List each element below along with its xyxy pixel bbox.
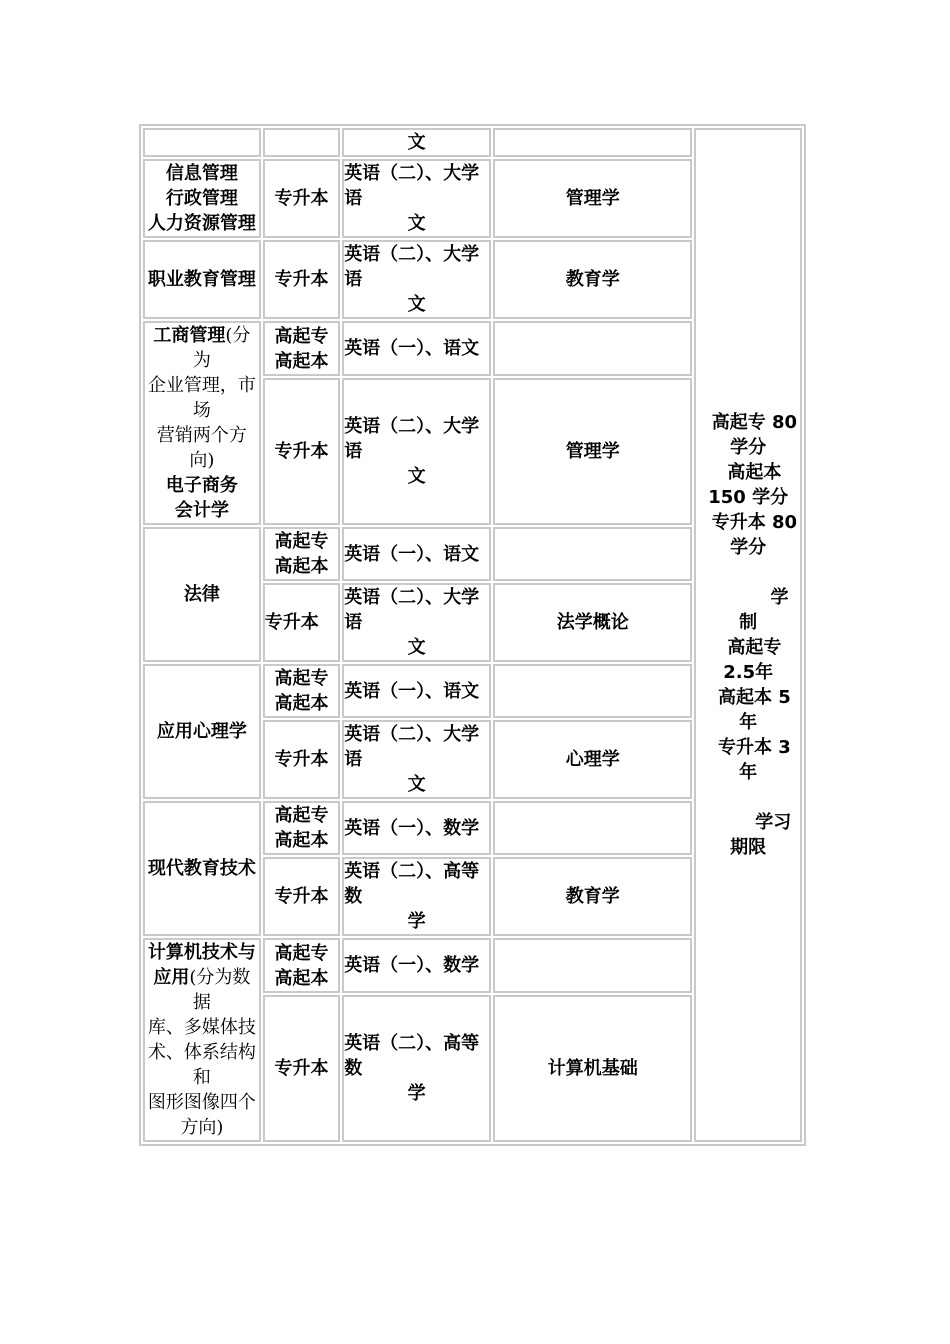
- cell-text-line: 专升本: [274, 886, 329, 907]
- study-period-line: 学: [707, 587, 789, 608]
- cell-text-line: 文: [407, 132, 426, 153]
- major-cell: [143, 938, 261, 1142]
- cell-text-line: 英语（二）、高等数: [344, 861, 480, 907]
- prerequisite-cell: 管理学: [493, 159, 692, 238]
- cell-text-line: 企业管理，市: [147, 375, 256, 396]
- cell-text-line: 法律: [183, 584, 220, 605]
- cell-text-line: 高起专: [274, 325, 329, 347]
- study-period-line: 学分: [730, 537, 767, 558]
- cell-text-line: 英语（二）、大学语: [344, 587, 480, 633]
- cell-text-line: 专升本: [274, 269, 329, 290]
- cell-text-line: 高起本: [274, 967, 329, 989]
- level-cell: [263, 583, 340, 662]
- cell-text-line: 电子商务: [165, 475, 238, 496]
- cell-text-line: 会计学: [174, 500, 229, 521]
- cell-text-line: 高起本: [274, 693, 329, 714]
- study-period-line: [696, 785, 800, 810]
- cell-text-line: 应用心理学: [156, 721, 247, 742]
- level-cell: [263, 720, 340, 799]
- cell-text-line: 英语（一）、语文: [344, 543, 480, 565]
- exam-subjects-cell: [342, 321, 491, 376]
- level-cell: [263, 240, 340, 319]
- prerequisite-cell: 教育学: [493, 857, 692, 936]
- prerequisite-cell: 管理学: [493, 378, 692, 525]
- level-cell: [263, 527, 340, 581]
- study-period-line: 高起本: [714, 462, 782, 483]
- level-cell: [263, 857, 340, 936]
- cell-text-line: 学: [407, 1083, 426, 1105]
- major-cell: [143, 159, 261, 238]
- study-period-line: 专升本 3: [705, 737, 791, 758]
- major-cell: [143, 527, 261, 662]
- exam-subjects-cell: [342, 801, 491, 855]
- cell-text-line: 场: [192, 400, 211, 421]
- cell-text-line: 应用(分为数: [153, 967, 251, 988]
- cell-text-line: 英语（二）、大学语: [344, 416, 480, 463]
- prerequisite-cell: 教育学: [493, 240, 692, 319]
- level-cell: [263, 664, 340, 718]
- cell-text-line: 高起本: [274, 350, 329, 372]
- study-period-line: 高起专 80: [699, 412, 798, 433]
- cell-text-line: 计算机技术与: [147, 942, 256, 963]
- major-cell: [143, 321, 261, 525]
- study-period-line: 学分: [730, 437, 767, 458]
- cell-text-line: 专升本: [274, 441, 329, 463]
- cell-text-line: 据: [192, 992, 211, 1013]
- study-period-line: 期限: [730, 837, 767, 858]
- program-table: [139, 124, 806, 1146]
- exam-subjects-cell: [342, 995, 491, 1142]
- cell-text-line: 英语（二）、大学语: [344, 724, 480, 770]
- cell-text-line: 学: [407, 911, 426, 932]
- cell-text-line: 英语（二）、高等数: [344, 1033, 480, 1080]
- level-cell: [263, 378, 340, 525]
- exam-subjects-cell: [342, 720, 491, 799]
- exam-subjects-cell: [342, 857, 491, 936]
- prerequisite-cell: 法学概论: [493, 583, 692, 662]
- major-cell: [143, 664, 261, 799]
- cell-text-line: 英语（一）、语文: [344, 338, 480, 360]
- cell-text-line: 高起专: [274, 531, 329, 552]
- cell-text-line: 文: [407, 774, 426, 795]
- cell-text-line: 库、多媒体技: [147, 1017, 256, 1038]
- table-row: [143, 128, 802, 157]
- exam-subjects-cell: [342, 378, 491, 525]
- cell-text-line: 文: [407, 466, 426, 488]
- prerequisite-cell: [493, 128, 692, 157]
- cell-text-line: 职业教育管理: [147, 269, 256, 290]
- cell-text-line: 文: [407, 294, 426, 315]
- major-cell: [143, 128, 261, 157]
- study-period-line: 专升本 80: [699, 512, 798, 533]
- cell-text-line: 文: [407, 213, 426, 234]
- cell-text-line: 为: [192, 350, 211, 371]
- exam-subjects-cell: [342, 159, 491, 238]
- prerequisite-cell: [493, 664, 692, 718]
- cell-text-line: 现代教育技术: [147, 858, 256, 879]
- exam-subjects-cell: [342, 128, 491, 157]
- cell-text-line: 高起本: [274, 556, 329, 577]
- cell-text-line: 英语（二）、大学语: [344, 244, 480, 290]
- exam-subjects-cell: [342, 583, 491, 662]
- study-period-cell: [694, 128, 802, 1142]
- prerequisite-cell: 心理学: [493, 720, 692, 799]
- cell-text-line: 专升本: [274, 188, 329, 209]
- cell-text-line: 高起专: [274, 942, 329, 964]
- cell-text-line: 向): [189, 450, 215, 471]
- cell-text-line: 专升本: [264, 612, 319, 633]
- prerequisite-cell: 计算机基础: [493, 995, 692, 1142]
- cell-text-line: 文: [407, 637, 426, 658]
- major-cell: [143, 801, 261, 936]
- prerequisite-cell: [493, 527, 692, 581]
- major-cell: [143, 240, 261, 319]
- exam-subjects-cell: [342, 938, 491, 993]
- cell-text-line: 高起本: [274, 830, 329, 851]
- level-cell: [263, 801, 340, 855]
- cell-text-line: 人力资源管理: [147, 213, 256, 234]
- cell-text-line: 营销两个方: [156, 425, 247, 446]
- level-cell: [263, 159, 340, 238]
- study-period-line: 2.5年: [723, 662, 774, 683]
- exam-subjects-cell: [342, 527, 491, 581]
- level-cell: [263, 995, 340, 1142]
- study-period-line: 年: [739, 712, 758, 733]
- cell-text-line: 英语（一）、数学: [344, 955, 480, 977]
- prerequisite-cell: [493, 801, 692, 855]
- cell-text-line: 和: [192, 1067, 211, 1088]
- study-period-line: 年: [739, 762, 758, 783]
- level-cell: [263, 938, 340, 993]
- exam-subjects-cell: [342, 664, 491, 718]
- cell-text-line: 专升本: [274, 1058, 329, 1080]
- cell-text-line: 工商管理(分: [153, 325, 251, 346]
- prerequisite-cell: [493, 321, 692, 376]
- cell-text-line: 行政管理: [165, 188, 238, 209]
- cell-text-line: 高起专: [274, 805, 329, 826]
- cell-text-line: 术、体系结构: [147, 1042, 256, 1063]
- cell-text-line: 信息管理: [165, 163, 238, 184]
- cell-text-line: 英语（一）、数学: [344, 817, 480, 839]
- level-cell: [263, 128, 340, 157]
- study-period-line: 制: [739, 612, 758, 633]
- exam-subjects-cell: [342, 240, 491, 319]
- study-period-line: 高起本 5: [705, 687, 791, 708]
- cell-text-line: 专升本: [274, 749, 329, 770]
- cell-text-line: 英语（一）、语文: [344, 680, 480, 702]
- study-period-line: 150 学分: [708, 487, 789, 508]
- level-cell: [263, 321, 340, 376]
- prerequisite-cell: [493, 938, 692, 993]
- cell-text-line: 方向): [180, 1117, 224, 1138]
- cell-text-line: 高起专: [274, 668, 329, 689]
- study-period-line: 学习: [705, 812, 792, 833]
- study-period-line: 高起专: [714, 637, 782, 658]
- cell-text-line: 英语（二）、大学语: [344, 163, 480, 209]
- study-period-line: [696, 560, 800, 585]
- cell-text-line: 图形图像四个: [147, 1092, 256, 1113]
